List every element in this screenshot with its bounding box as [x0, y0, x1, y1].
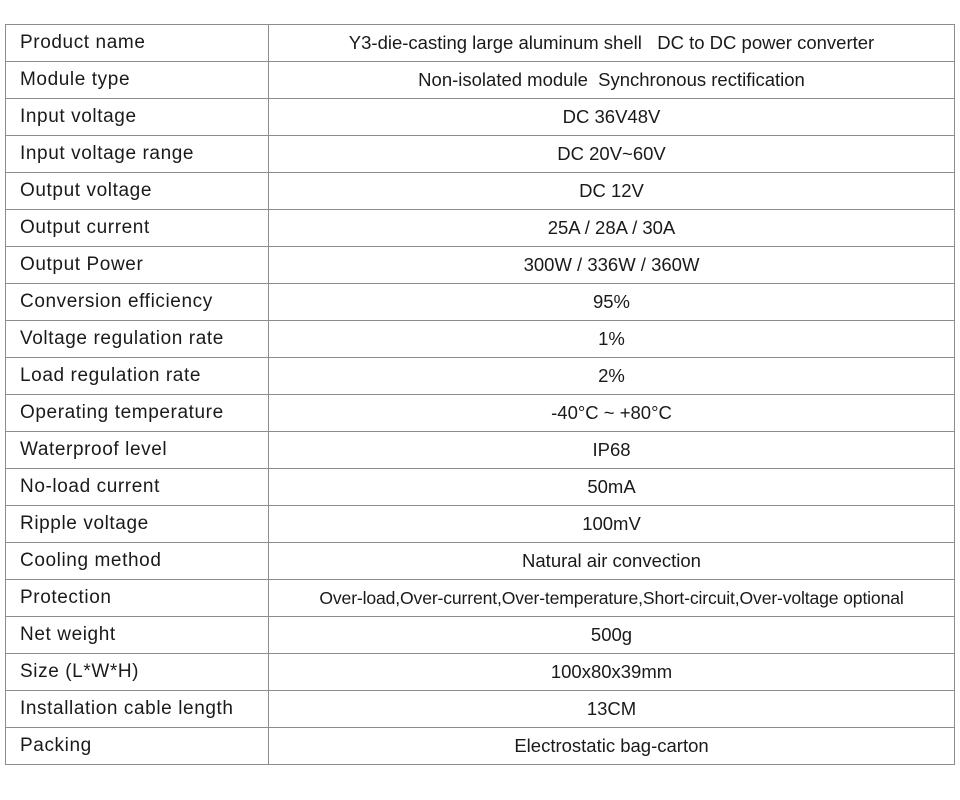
- spec-label-packing: Packing: [6, 728, 269, 765]
- spec-label-output-voltage: Output voltage: [6, 173, 269, 210]
- spec-value-output-voltage: DC 12V: [269, 173, 955, 210]
- spec-label-operating-temperature: Operating temperature: [6, 395, 269, 432]
- spec-value-product-name: Y3-die-casting large aluminum shell DC to DC power converter: [269, 25, 955, 62]
- spec-value-ripple-voltage: 100mV: [269, 506, 955, 543]
- spec-value-cooling-method: Natural air convection: [269, 543, 955, 580]
- spec-label-input-voltage: Input voltage: [6, 99, 269, 136]
- table-row: [6, 469, 955, 506]
- spec-value-no-load-current: 50mA: [269, 469, 955, 506]
- spec-value-conversion-efficiency: 95%: [269, 284, 955, 321]
- spec-value-packing: Electrostatic bag-carton: [269, 728, 955, 765]
- table-row: [6, 617, 955, 654]
- spec-label-waterproof-level: Waterproof level: [6, 432, 269, 469]
- table-row: [6, 654, 955, 691]
- spec-value-installation-cable-length: 13CM: [269, 691, 955, 728]
- spec-value-voltage-regulation-rate: 1%: [269, 321, 955, 358]
- spec-value-output-power: 300W / 336W / 360W: [269, 247, 955, 284]
- spec-label-output-power: Output Power: [6, 247, 269, 284]
- spec-value-operating-temperature: -40°C ~ +80°C: [269, 395, 955, 432]
- spec-label-size: Size (L*W*H): [6, 654, 269, 691]
- table-row: [6, 543, 955, 580]
- spec-label-product-name: Product name: [6, 25, 269, 62]
- spec-value-input-voltage: DC 36V48V: [269, 99, 955, 136]
- spec-label-ripple-voltage: Ripple voltage: [6, 506, 269, 543]
- spec-label-module-type: Module type: [6, 62, 269, 99]
- table-row: [6, 728, 955, 765]
- spec-value-output-current: 25A / 28A / 30A: [269, 210, 955, 247]
- table-row: [6, 136, 955, 173]
- spec-label-no-load-current: No-load current: [6, 469, 269, 506]
- table-row: [6, 99, 955, 136]
- spec-value-net-weight: 500g: [269, 617, 955, 654]
- spec-label-load-regulation-rate: Load regulation rate: [6, 358, 269, 395]
- table-row: [6, 580, 955, 617]
- table-row: [6, 210, 955, 247]
- table-row: [6, 506, 955, 543]
- spec-label-cooling-method: Cooling method: [6, 543, 269, 580]
- table-row: [6, 432, 955, 469]
- table-row: [6, 25, 955, 62]
- spec-value-size: 100x80x39mm: [269, 654, 955, 691]
- table-row: [6, 691, 955, 728]
- spec-value-module-type: Non-isolated module Synchronous rectification: [269, 62, 955, 99]
- spec-value-waterproof-level: IP68: [269, 432, 955, 469]
- table-row: [6, 247, 955, 284]
- spec-value-input-voltage-range: DC 20V~60V: [269, 136, 955, 173]
- spec-label-installation-cable-length: Installation cable length: [6, 691, 269, 728]
- spec-label-input-voltage-range: Input voltage range: [6, 136, 269, 173]
- spec-label-voltage-regulation-rate: Voltage regulation rate: [6, 321, 269, 358]
- table-row: [6, 173, 955, 210]
- spec-label-conversion-efficiency: Conversion efficiency: [6, 284, 269, 321]
- table-row: [6, 284, 955, 321]
- spec-label-net-weight: Net weight: [6, 617, 269, 654]
- spec-value-load-regulation-rate: 2%: [269, 358, 955, 395]
- spec-value-protection: Over-load,Over-current,Over-temperature,Short-circuit,Over-voltage optional: [269, 580, 955, 617]
- table-row: [6, 395, 955, 432]
- specification-table: [5, 24, 955, 765]
- table-row: [6, 62, 955, 99]
- table-row: [6, 321, 955, 358]
- spec-label-output-current: Output current: [6, 210, 269, 247]
- spec-label-protection: Protection: [6, 580, 269, 617]
- table-row: [6, 358, 955, 395]
